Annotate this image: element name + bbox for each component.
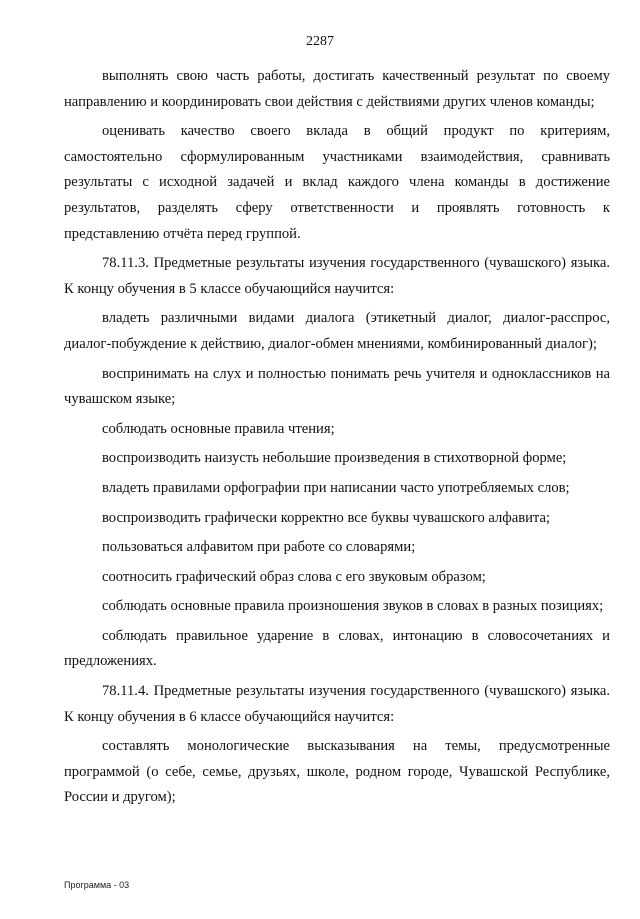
paragraph: выполнять свою часть работы, достигать качественный результат по своему направлению и координировать свои действия с действиями других членов команды; [64,68,610,110]
page-number: 2287 [306,34,334,49]
list-item: владеть различными видами диалога (этикетный диалог, диалог-расспрос, диалог-побуждение к действию, диалог-обмен мнениями, комбинированный диалог); [64,310,610,352]
list-item: воспроизводить графически корректно все буквы чувашского алфавита; [102,509,551,526]
section-heading-78-11-3: 78.11.3. Предметные результаты изучения государственного (чувашского) языка. К концу обучения в 5 классе обучающийся научится: [64,255,610,297]
section-heading-78-11-4: 78.11.4. Предметные результаты изучения государственного (чувашского) языка. К концу обучения в 6 классе обучающийся научится: [64,683,610,725]
paragraph: оценивать качество своего вклада в общий продукт по критериям, самостоятельно сформулированным участниками взаимодействия, сравнивать результаты с исходной задачей и вклад каждого члена команды в достижение результатов, разделять сферу ответственности и проявлять готовность к представлению отчёта перед группой. [64,123,610,242]
list-item: воспроизводить наизусть небольшие произведения в стихотворной форме; [102,450,567,467]
list-item: составлять монологические высказывания на темы, предусмотренные программой (о себе, семье, друзьях, школе, родном городе, Чувашской Республике, России и другом); [64,738,610,806]
list-item: пользоваться алфавитом при работе со словарями; [102,539,416,556]
list-item: владеть правилами орфографии при написании часто употребляемых слов; [102,479,570,496]
list-item: соотносить графический образ слова с его звуковым образом; [102,568,486,585]
list-item: соблюдать основные правила чтения; [102,420,335,437]
page-body [64,64,610,815]
list-item: воспринимать на слух и полностью понимать речь учителя и одноклассников на чувашском языке; [64,365,610,408]
list-item: соблюдать правильное ударение в словах, интонацию в словосочетаниях и предложениях. [64,627,610,670]
list-item: соблюдать основные правила произношения звуков в словах в разных позициях; [102,598,604,615]
footer-label: Программа - 03 [64,880,130,890]
